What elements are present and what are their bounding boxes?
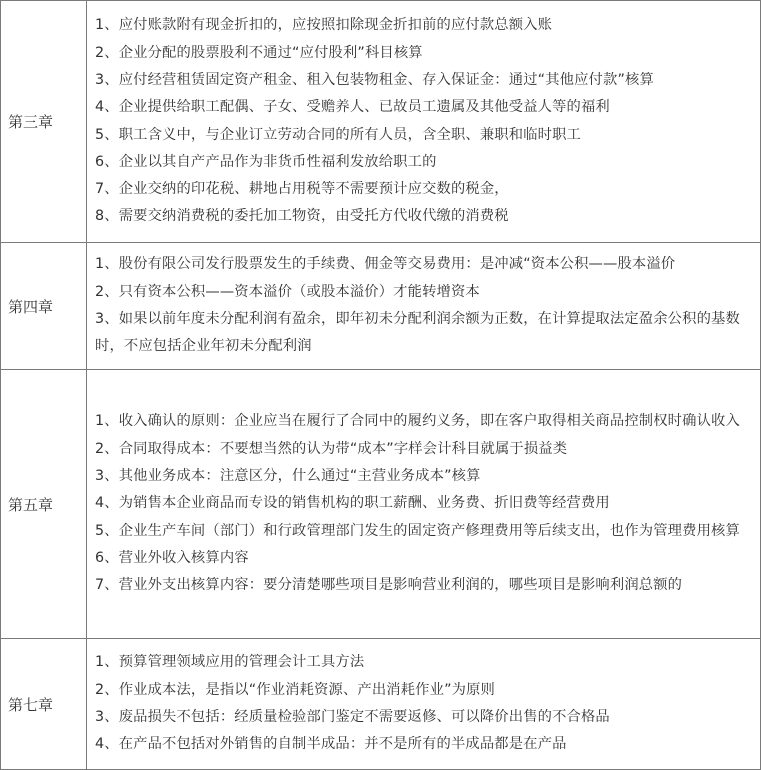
list-item: 3、废品损失不包括：经质量检验部门鉴定不需要返修、可以降价出售的不合格品: [95, 709, 610, 725]
list-item: 1、预算管理领域应用的管理会计工具方法: [95, 654, 365, 671]
list-item: 1、收入确认的原则：企业应当在履行了合同中的履约义务，即在客户取得相关商品控制权时确认收入: [95, 413, 740, 430]
table-row: [1, 370, 761, 639]
list-item: 7、企业交纳的印花税、耕地占用税等不需要预计应交数的税金，: [95, 181, 509, 198]
list-item: 2、企业分配的股票股利不通过“应付股利”科目核算: [95, 44, 423, 61]
chapter-label: 第五章: [1, 370, 87, 639]
chapter-label: 第三章: [1, 1, 87, 243]
list-item: 4、在产品不包括对外销售的自制半成品：并不是所有的半成品都是在产品: [95, 736, 567, 753]
list-item: 6、企业以其自产产品作为非货币性福利发放给职工的: [95, 153, 437, 170]
list-item: 2、只有资本公积——资本溢价（或股本溢价）才能转增资本: [95, 283, 480, 300]
list-item: 3、其他业务成本：注意区分，什么通过“主营业务成本”核算: [95, 468, 481, 485]
list-item: 3、如果以前年度未分配利润有盈余，即年初未分配利润余额为正数，在计算提取法定盈余公积的基数时，不应包括企业年初未分配利润: [95, 311, 740, 355]
list-item: 4、企业提供给职工配偶、子女、受赡养人、已故员工遗属及其他受益人等的福利: [95, 99, 610, 116]
chapter-points: [87, 243, 761, 370]
table-row: [1, 1, 761, 243]
chapter-points: [87, 370, 761, 639]
list-item: 5、职工含义中，与企业订立劳动合同的所有人员，含全职、兼职和临时职工: [95, 126, 581, 143]
chapter-label: 第七章: [1, 639, 87, 770]
list-item: 2、作业成本法，是指以“作业消耗资源、产出消耗作业”为原则: [95, 681, 495, 698]
list-item: 5、企业生产车间（部门）和行政管理部门发生的固定资产修理费用等后续支出，也作为管理费用核算: [95, 522, 740, 539]
table-row: [1, 243, 761, 370]
list-item: 4、为销售本企业商品而专设的销售机构的职工薪酬、业务费、折旧费等经营费用: [95, 495, 610, 512]
list-item: 7、营业外支出核算内容：要分清楚哪些项目是影响营业利润的，哪些项目是影响利润总额的: [95, 577, 683, 594]
list-item: 2、合同取得成本：不要想当然的认为带“成本”字样会计科目就属于损益类: [95, 440, 568, 457]
list-item: 1、应付账款附有现金折扣的，应按照扣除现金折扣前的应付款总额入账: [95, 17, 553, 34]
list-item: 8、需要交纳消费税的委托加工物资，由受托方代收代缴的消费税: [95, 208, 509, 225]
list-item: 3、应付经营租赁固定资产租金、租入包装物租金、存入保证金：通过“其他应付款”核算: [95, 71, 654, 88]
chapter-label: 第四章: [1, 243, 87, 370]
list-item: 1、股份有限公司发行股票发生的手续费、佣金等交易费用：是冲减“资本公积——股本溢价: [95, 256, 676, 273]
chapter-points: [87, 639, 761, 770]
chapter-points: [87, 1, 761, 243]
table-row: [1, 639, 761, 770]
list-item: 6、营业外收入核算内容: [95, 549, 249, 566]
